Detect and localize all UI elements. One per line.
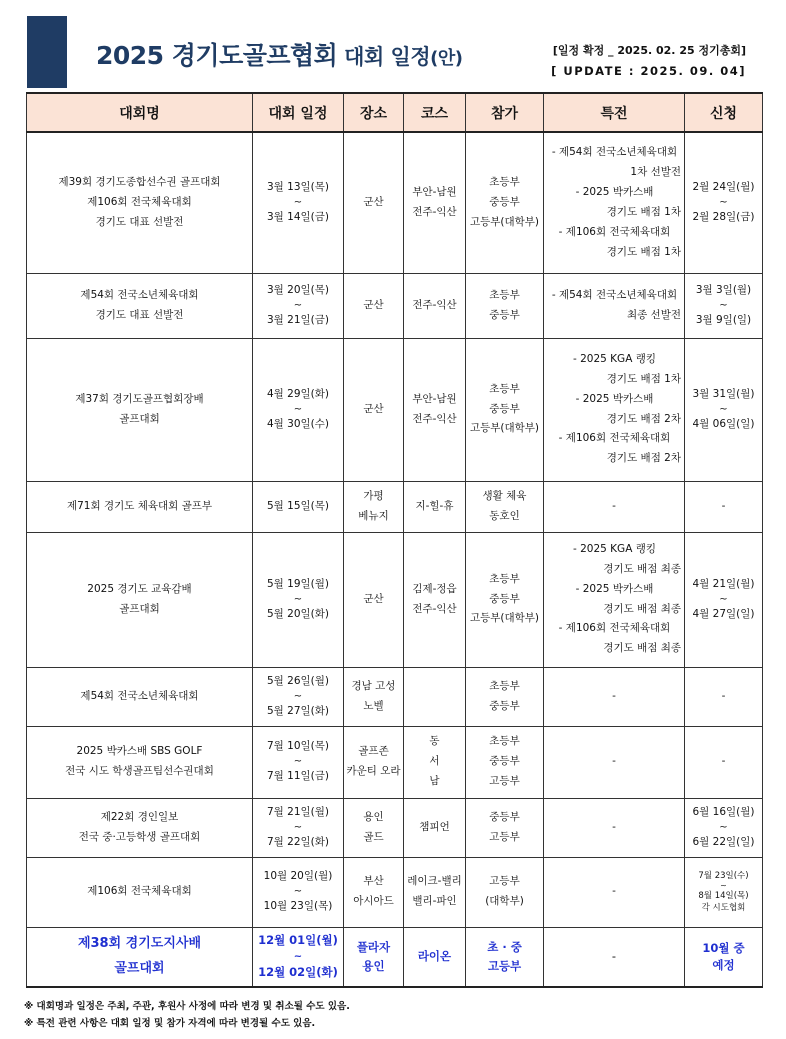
event-entry: 초등부 중등부 고등부(대학부) <box>466 132 544 273</box>
event-venue: 가평 베뉴지 <box>344 481 404 532</box>
col-header-name: 대회명 <box>27 93 253 132</box>
event-entry: 초 · 중 고등부 <box>466 927 544 987</box>
event-course: 전주-익산 <box>404 273 466 338</box>
event-name: 제54회 전국소년체육대회 경기도 대표 선발전 <box>27 273 253 338</box>
event-course: 부안-남원 전주-익산 <box>404 338 466 481</box>
event-date: 3월 20일(목) ~ 3월 21일(금) <box>253 273 344 338</box>
event-course: 지-힐-휴 <box>404 481 466 532</box>
table-row <box>27 726 763 798</box>
event-course: 동 서 남 <box>404 726 466 798</box>
header-accent-bar <box>27 16 67 88</box>
event-apply: - <box>685 481 763 532</box>
event-venue: 군산 <box>344 132 404 273</box>
event-special: - <box>544 726 685 798</box>
event-apply: 10월 중 예정 <box>685 927 763 987</box>
event-entry: 초등부 중등부 고등부(대학부) <box>466 338 544 481</box>
event-name: 제38회 경기도지사배 골프대회 <box>27 927 253 987</box>
table-row <box>27 667 763 726</box>
table-row <box>27 857 763 927</box>
col-header-course: 코스 <box>404 93 466 132</box>
event-apply: 2월 24일(월) ~ 2월 28일(금) <box>685 132 763 273</box>
event-name: 제39회 경기도종합선수권 골프대회 제106회 전국체육대회 경기도 대표 선발전 <box>27 132 253 273</box>
event-name: 2025 경기도 교육감배 골프대회 <box>27 532 253 667</box>
event-special: - <box>544 857 685 927</box>
col-header-apply: 신청 <box>685 93 763 132</box>
event-entry: 초등부 중등부 고등부(대학부) <box>466 532 544 667</box>
event-special: - <box>544 667 685 726</box>
event-date: 5월 19일(월) ~ 5월 20일(화) <box>253 532 344 667</box>
col-header-special: 특전 <box>544 93 685 132</box>
table-row <box>27 532 763 667</box>
table-header-row <box>27 93 763 132</box>
footnote: ※ 대회명과 일정은 주최, 주관, 후원사 사정에 따라 변경 및 취소될 수도 있음. <box>24 1001 350 1012</box>
event-venue: 부산 아시아드 <box>344 857 404 927</box>
table-row <box>27 273 763 338</box>
event-venue: 군산 <box>344 532 404 667</box>
event-entry: 중등부 고등부 <box>466 798 544 857</box>
event-course <box>404 667 466 726</box>
table-row <box>27 132 763 273</box>
event-name: 제22회 경인일보 전국 중·고등학생 골프대회 <box>27 798 253 857</box>
event-course: 김제-정읍 전주-익산 <box>404 532 466 667</box>
event-name: 2025 박카스배 SBS GOLF 전국 시도 학생골프팀선수권대회 <box>27 726 253 798</box>
event-entry: 초등부 중등부 <box>466 667 544 726</box>
event-apply: 3월 3일(월) ~ 3월 9일(일) <box>685 273 763 338</box>
table-row <box>27 338 763 481</box>
event-special: - <box>544 798 685 857</box>
event-course: 레이크-밸리 밸리-파인 <box>404 857 466 927</box>
event-date: 4월 29일(화) ~ 4월 30일(수) <box>253 338 344 481</box>
event-venue: 군산 <box>344 273 404 338</box>
event-apply: - <box>685 726 763 798</box>
event-name: 제37회 경기도골프협회장배 골프대회 <box>27 338 253 481</box>
event-entry: 생활 체육 동호인 <box>466 481 544 532</box>
event-special: - 2025 KGA 랭킹 경기도 배점 1차 - 2025 박카스배 경기도 배점 2차 - 제106회 전국체육대회 경기도 배점 2차 <box>544 338 685 481</box>
event-apply: 3월 31일(월) ~ 4월 06일(일) <box>685 338 763 481</box>
event-special: - 제54회 전국소년체육대회 1차 선발전 - 2025 박카스배 경기도 배점 1차 - 제106회 전국체육대회 경기도 배점 1차 <box>544 132 685 273</box>
event-venue: 용인 골드 <box>344 798 404 857</box>
schedule-table <box>26 92 763 988</box>
event-special: - <box>544 481 685 532</box>
event-course: 부안-남원 전주-익산 <box>404 132 466 273</box>
col-header-entry: 참가 <box>466 93 544 132</box>
event-venue: 플라자 용인 <box>344 927 404 987</box>
table-row <box>27 798 763 857</box>
event-name: 제106회 전국체육대회 <box>27 857 253 927</box>
event-apply: - <box>685 667 763 726</box>
event-course: 챔피언 <box>404 798 466 857</box>
col-header-venue: 장소 <box>344 93 404 132</box>
event-date: 3월 13일(목) ~ 3월 14일(금) <box>253 132 344 273</box>
event-date: 7월 21일(월) ~ 7월 22일(화) <box>253 798 344 857</box>
event-entry: 초등부 중등부 <box>466 273 544 338</box>
table-row <box>27 481 763 532</box>
event-venue: 골프존 카운티 오라 <box>344 726 404 798</box>
event-apply: 4월 21일(월) ~ 4월 27일(일) <box>685 532 763 667</box>
event-date: 5월 15일(목) <box>253 481 344 532</box>
footnotes <box>24 998 350 1032</box>
event-name: 제54회 전국소년체육대회 <box>27 667 253 726</box>
col-header-date: 대회 일정 <box>253 93 344 132</box>
page-title: 2025 경기도골프협회 대회 일정(안) <box>96 41 463 70</box>
update-date: [ UPDATE : 2025. 09. 04] <box>551 64 746 78</box>
event-special: - 제54회 전국소년체육대회 최종 선발전 <box>544 273 685 338</box>
event-course: 라이온 <box>404 927 466 987</box>
event-special: - 2025 KGA 랭킹 경기도 배점 최종 - 2025 박카스배 경기도 배점 최종 - 제106회 전국체육대회 경기도 배점 최종 <box>544 532 685 667</box>
footnote: ※ 특전 관련 사항은 대회 일정 및 참가 자격에 따라 변경될 수도 있음. <box>24 1018 316 1029</box>
event-date: 10월 20일(월) ~ 10월 23일(목) <box>253 857 344 927</box>
event-venue: 경남 고성 노벨 <box>344 667 404 726</box>
event-special: - <box>544 927 685 987</box>
event-entry: 초등부 중등부 고등부 <box>466 726 544 798</box>
event-date: 7월 10일(목) ~ 7월 11일(금) <box>253 726 344 798</box>
event-entry: 고등부 (대학부) <box>466 857 544 927</box>
event-apply: 7월 23일(수) ~ 8월 14일(목) 각 시도협회 <box>685 857 763 927</box>
table-row <box>27 927 763 987</box>
event-date: 5월 26일(월) ~ 5월 27일(화) <box>253 667 344 726</box>
event-name: 제71회 경기도 체육대회 골프부 <box>27 481 253 532</box>
event-apply: 6월 16일(월) ~ 6월 22일(일) <box>685 798 763 857</box>
schedule-confirm-note: [일정 확정 _ 2025. 02. 25 정기총회] <box>552 44 746 57</box>
event-date: 12월 01일(월) ~ 12월 02일(화) <box>253 927 344 987</box>
event-venue: 군산 <box>344 338 404 481</box>
